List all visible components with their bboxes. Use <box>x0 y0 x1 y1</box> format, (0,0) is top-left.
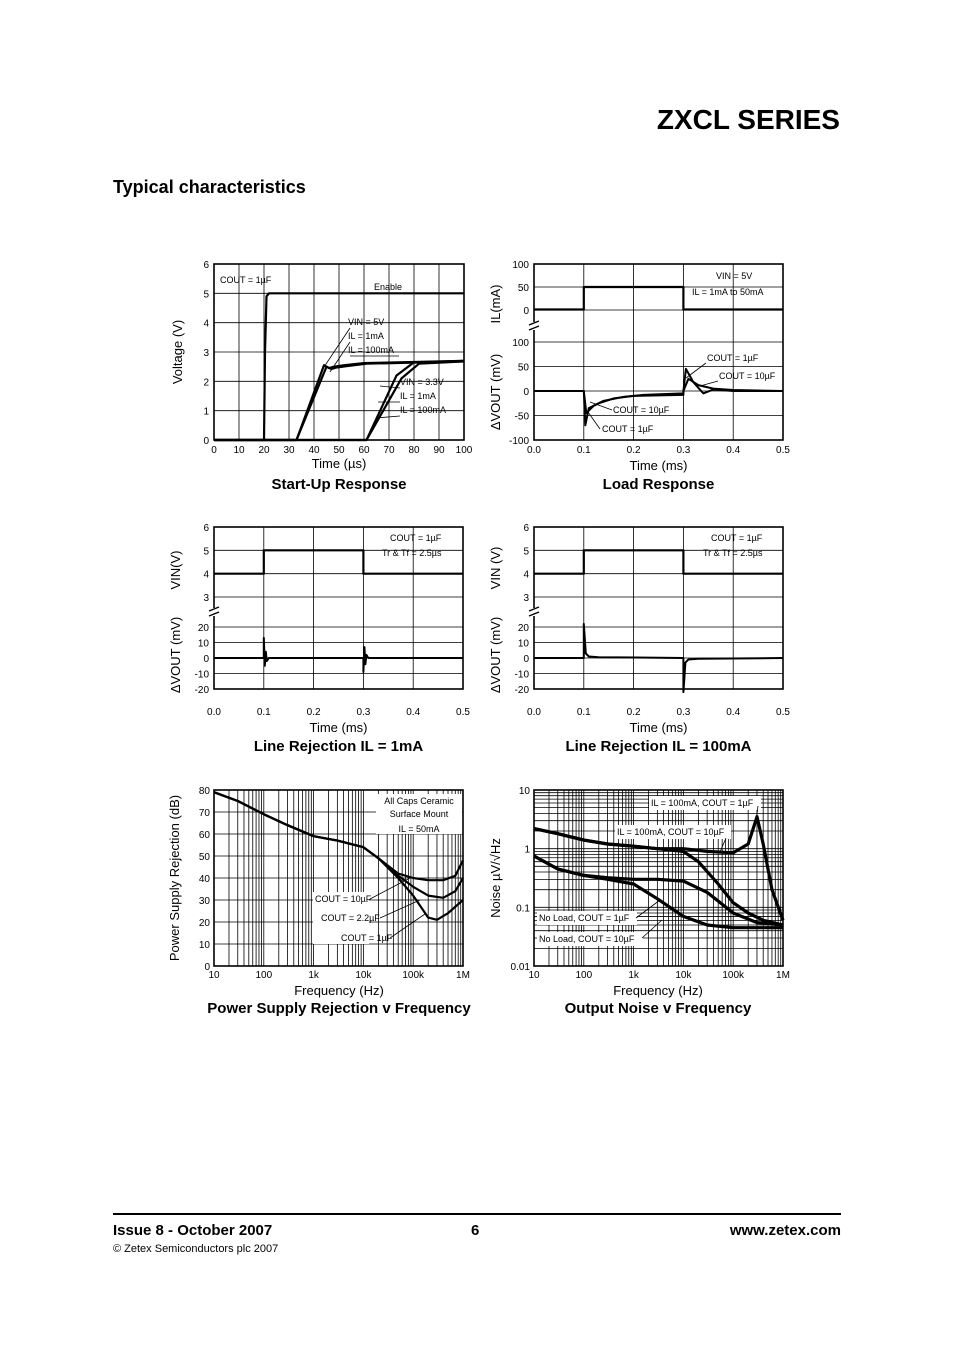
y-tick-label: 10 <box>518 786 530 797</box>
x-tick-label: 100 <box>255 970 273 981</box>
annotation: IL = 100mA, COUT = 10µF <box>617 827 725 837</box>
annotation: Tr & Tf = 2.5µs <box>382 548 442 558</box>
x-axis-label: Time (ms) <box>309 720 368 735</box>
chart-title: Power Supply Rejection v Frequency <box>207 1000 471 1017</box>
leader-line <box>380 900 420 918</box>
annotation: IL = 100mA <box>400 405 446 415</box>
y-axis-label-bottom: ΔVOUT (mV) <box>488 353 503 431</box>
y-tick-label: 10 <box>198 940 210 951</box>
annotation: COUT = 10µF <box>315 894 372 904</box>
x-tick-label: 0.2 <box>306 707 321 718</box>
y-tick-label: 4 <box>203 569 209 581</box>
y-tick-label: 3 <box>523 593 529 604</box>
y-tick-label: -50 <box>514 411 529 423</box>
y-axis-label: Noise µV/√Hz <box>488 838 503 918</box>
annotation: COUT = 2.2µF <box>321 913 380 923</box>
y-tick-label: 0 <box>523 306 529 317</box>
annotation: COUT = 1µF <box>707 353 759 363</box>
y-tick-label: 6 <box>203 523 209 534</box>
leader-line <box>636 900 660 918</box>
x-tick-label: 10k <box>355 970 372 981</box>
y-tick-label: 4 <box>523 569 529 581</box>
footer-issue: Issue 8 - October 2007 <box>113 1222 273 1239</box>
y-axis-label: Voltage (V) <box>170 319 185 385</box>
x-tick-label: 10k <box>675 970 692 981</box>
footer-url[interactable]: www.zetex.com <box>729 1222 841 1239</box>
x-tick-label: 0.0 <box>527 445 541 456</box>
y-tick-label: 50 <box>198 852 210 863</box>
noise-chart <box>488 786 790 1017</box>
y-axis-label-top: IL(mA) <box>488 284 503 324</box>
y-tick-label: 10 <box>517 638 529 650</box>
x-axis-label: Time (µs) <box>311 456 367 471</box>
annotation: IL = 100mA <box>348 345 394 355</box>
annotation: COUT = 1µF <box>220 275 272 285</box>
y-tick-label: 0.01 <box>510 962 530 973</box>
x-tick-label: 0.1 <box>576 707 591 718</box>
leader-line <box>588 412 600 429</box>
y-tick-label: 4 <box>203 318 209 330</box>
x-tick-label: 0.5 <box>776 707 790 718</box>
y-axis-label-top: VIN (V) <box>488 546 503 590</box>
y-tick-label: 3 <box>203 348 209 359</box>
line-rejection-100ma-chart <box>488 523 790 755</box>
x-axis-label: Frequency (Hz) <box>613 983 703 998</box>
x-tick-label: 0.4 <box>726 445 741 456</box>
series-line-1 <box>534 829 783 925</box>
bottom-series-line-0 <box>214 638 463 672</box>
x-tick-label: 60 <box>358 445 370 456</box>
y-tick-label: 0 <box>523 654 529 665</box>
chart-title: Line Rejection IL = 100mA <box>565 738 752 755</box>
leader-line <box>700 381 718 386</box>
annotation: Tr & Tf = 2.5µs <box>703 548 763 558</box>
y-tick-label: 0 <box>204 962 210 973</box>
y-tick-label: 80 <box>198 786 210 797</box>
chart-title: Output Noise v Frequency <box>564 1000 752 1017</box>
startup-response-chart <box>170 260 473 493</box>
x-tick-label: 0.0 <box>527 707 541 718</box>
leader-line <box>642 920 662 938</box>
x-tick-label: 100 <box>575 970 593 981</box>
y-tick-label: 50 <box>517 283 529 294</box>
y-axis-label-bottom: ΔVOUT (mV) <box>168 616 183 694</box>
annotation: VIN = 5V <box>716 271 753 281</box>
annotation: Enable <box>374 282 403 292</box>
y-tick-label: 0 <box>203 654 209 665</box>
page-number: 6 <box>471 1222 480 1239</box>
y-tick-label: 0 <box>203 436 209 447</box>
x-tick-label: 0.0 <box>207 707 221 718</box>
annotation: COUT = 10µF <box>613 405 670 415</box>
chart-title: Load Response <box>602 476 715 493</box>
y-axis-label-top: VIN(V) <box>168 550 183 590</box>
y-tick-label: 1 <box>203 406 209 418</box>
annotation: IL = 1mA to 50mA <box>692 287 764 297</box>
x-tick-label: 0.1 <box>576 445 591 456</box>
y-tick-label: -100 <box>508 436 529 447</box>
annotation: COUT = 1µF <box>602 424 654 434</box>
y-tick-label: 3 <box>203 593 209 604</box>
y-tick-label: 0.1 <box>516 903 530 915</box>
load-response-chart <box>488 260 790 493</box>
annotation: IL = 1mA <box>400 391 436 401</box>
annotation: COUT = 1µF <box>390 533 442 543</box>
x-tick-label: 0.3 <box>676 707 691 718</box>
annotation: No Load, COUT = 10µF <box>539 934 635 944</box>
y-tick-label: -10 <box>194 669 209 681</box>
x-tick-label: 1k <box>308 970 319 981</box>
x-tick-label: 100k <box>402 970 425 981</box>
x-axis-label: Frequency (Hz) <box>294 983 384 998</box>
x-tick-label: 1k <box>628 970 639 981</box>
y-tick-label: 20 <box>517 623 529 634</box>
y-tick-label: 30 <box>198 896 210 907</box>
x-tick-label: 50 <box>333 445 345 456</box>
psrr-chart <box>167 786 471 1017</box>
document-title: ZXCL SERIES <box>656 104 840 135</box>
x-tick-label: 100 <box>455 445 473 456</box>
y-axis-label-bottom: ΔVOUT (mV) <box>488 616 503 694</box>
x-tick-label: 40 <box>308 445 320 456</box>
x-tick-label: 20 <box>258 445 270 456</box>
y-tick-label: 6 <box>203 260 209 271</box>
x-tick-label: 80 <box>408 445 420 456</box>
x-tick-label: 0.3 <box>676 445 691 456</box>
leader-line <box>370 878 410 899</box>
line-rejection-1ma-chart <box>168 523 470 755</box>
y-tick-label: 2 <box>203 377 209 389</box>
annotation: All Caps Ceramic <box>384 796 454 806</box>
y-tick-label: -20 <box>514 685 529 696</box>
x-tick-label: 0.5 <box>776 445 790 456</box>
footer-rule <box>113 1213 841 1215</box>
y-tick-label: 100 <box>512 338 529 349</box>
annotation: IL = 100mA, COUT = 1µF <box>651 798 754 808</box>
annotation: VIN = 5V <box>348 317 385 327</box>
x-tick-label: 0.4 <box>726 707 741 718</box>
annotation: COUT = 1µF <box>711 533 763 543</box>
x-tick-label: 0 <box>211 445 217 456</box>
y-axis-label: Power Supply Rejection (dB) <box>167 794 182 962</box>
y-tick-label: 6 <box>523 523 529 534</box>
y-tick-label: -20 <box>194 685 209 696</box>
y-tick-label: 5 <box>523 546 529 558</box>
x-tick-label: 0.5 <box>456 707 470 718</box>
y-tick-label: 10 <box>197 638 209 650</box>
x-tick-label: 0.2 <box>626 707 641 718</box>
y-tick-label: 40 <box>198 874 210 885</box>
annotation: COUT = 1µF <box>341 933 393 943</box>
chart-title: Line Rejection IL = 1mA <box>253 738 424 755</box>
annotation: IL = 1mA <box>348 331 384 341</box>
x-tick-label: 10 <box>233 445 245 456</box>
annotation: VIN = 3.3V <box>400 377 444 387</box>
y-tick-label: 20 <box>197 623 209 634</box>
x-tick-label: 0.2 <box>626 445 641 456</box>
annotation: IL = 50mA <box>398 824 440 834</box>
x-tick-label: 0.3 <box>356 707 371 718</box>
leader-line <box>686 363 706 378</box>
x-tick-label: 100k <box>722 970 745 981</box>
x-tick-label: 0.4 <box>406 707 421 718</box>
x-tick-label: 30 <box>283 445 295 456</box>
annotation: COUT = 10µF <box>719 371 776 381</box>
y-tick-label: 70 <box>198 808 210 819</box>
x-axis-label: Time (ms) <box>629 458 688 473</box>
annotation: No Load, COUT = 1µF <box>539 913 630 923</box>
x-tick-label: 10 <box>528 970 540 981</box>
y-tick-label: -10 <box>514 669 529 681</box>
x-tick-label: 1M <box>776 970 790 981</box>
y-tick-label: 20 <box>198 918 210 929</box>
y-tick-label: 5 <box>203 546 209 558</box>
x-axis-label: Time (ms) <box>629 720 688 735</box>
x-tick-label: 70 <box>383 445 395 456</box>
x-tick-label: 0.1 <box>256 707 271 718</box>
y-tick-label: 5 <box>203 289 209 301</box>
y-tick-label: 60 <box>198 830 210 841</box>
y-tick-label: 50 <box>517 362 529 374</box>
annotation: Surface Mount <box>389 809 449 819</box>
x-tick-label: 10 <box>208 970 220 981</box>
bottom-series-line-0 <box>534 624 783 692</box>
y-tick-label: 100 <box>512 260 529 271</box>
section-heading: Typical characteristics <box>113 177 306 197</box>
y-tick-label: 1 <box>524 844 530 856</box>
y-tick-label: 0 <box>523 387 529 398</box>
footer-copyright: © Zetex Semiconductors plc 2007 <box>113 1243 279 1255</box>
x-tick-label: 1M <box>456 970 470 981</box>
chart-title: Start-Up Response <box>271 476 407 493</box>
leader-line <box>390 914 425 938</box>
x-tick-label: 90 <box>433 445 445 456</box>
